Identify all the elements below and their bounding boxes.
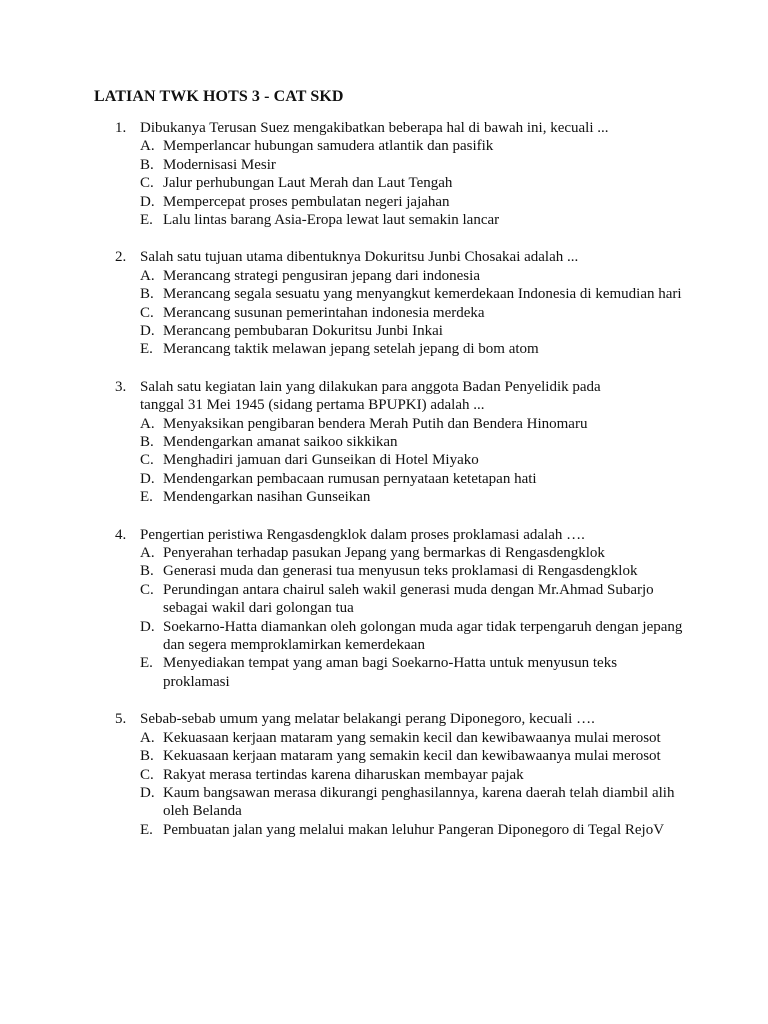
option-letter: E.	[140, 341, 153, 358]
answer-option-b	[0, 156, 768, 174]
answer-option-b	[0, 433, 768, 451]
option-text: Kaum bangsawan merasa dikurangi penghasilannya, karena daerah telah diambil alih oleh Belanda	[163, 784, 675, 820]
option-letter: C.	[140, 304, 154, 321]
answer-option-d	[0, 784, 768, 821]
option-text: Mempercepat proses pembulatan negeri jajahan	[163, 193, 450, 210]
question-line	[0, 396, 768, 414]
question-text: tanggal 31 Mei 1945 (sidang pertama BPUPKI) adalah ...	[140, 397, 485, 414]
answer-option-d	[0, 618, 768, 655]
option-text: Pembuatan jalan yang melalui makan leluhur Pangeran Diponegoro di Tegal RejoV	[163, 821, 665, 838]
option-text: Mendengarkan pembacaan rumusan pernyataan ketetapan hati	[163, 470, 537, 487]
question-line	[0, 248, 768, 266]
question-5	[0, 710, 768, 839]
answer-option-d	[0, 193, 768, 211]
answer-option-a	[0, 137, 768, 155]
option-letter: E.	[140, 655, 153, 672]
option-letter: B.	[140, 563, 154, 580]
option-letter: A.	[140, 415, 155, 432]
option-text: Modernisasi Mesir	[163, 156, 276, 173]
option-letter: D.	[140, 193, 155, 210]
answer-option-a	[0, 267, 768, 285]
option-text: Kekuasaan kerjaan mataram yang semakin kecil dan kewibawaanya mulai merosot	[163, 729, 661, 746]
answer-option-c	[0, 304, 768, 322]
option-text: Lalu lintas barang Asia-Eropa lewat laut semakin lancar	[163, 212, 500, 229]
answer-option-e	[0, 654, 768, 691]
option-text: Menyediakan tempat yang aman bagi Soekarno-Hatta untuk menyusun teks proklamasi	[163, 655, 618, 690]
option-text: Merancang segala sesuatu yang menyangkut kemerdekaan Indonesia di kemudian hari	[163, 286, 682, 303]
question-number: 1.	[115, 120, 127, 136]
option-letter: E.	[140, 821, 153, 838]
answer-option-a	[0, 415, 768, 433]
question-2	[0, 248, 768, 358]
answer-option-e	[0, 821, 768, 839]
question-line	[0, 119, 768, 137]
option-text: Mendengarkan amanat saikoo sikkikan	[163, 434, 398, 451]
option-letter: A.	[140, 267, 155, 284]
question-3	[0, 378, 768, 507]
option-text: Soekarno-Hatta diamankan oleh golongan muda agar tidak terpengaruh dengan jepang dan segera memproklamirkan kemerdekaan	[163, 618, 683, 654]
answer-option-e	[0, 211, 768, 229]
question-text: Pengertian peristiwa Rengasdengklok dalam proses proklamasi adalah ….	[140, 526, 585, 543]
question-line	[0, 378, 768, 396]
question-number: 4.	[115, 526, 127, 543]
option-letter: B.	[140, 286, 154, 303]
option-letter: C.	[140, 581, 154, 598]
question-text: Sebab-sebab umum yang melatar belakangi perang Diponegoro, kecuali ….	[140, 711, 595, 728]
question-4	[0, 526, 768, 692]
option-letter: D.	[140, 784, 155, 801]
answer-option-c	[0, 174, 768, 192]
option-text: Jalur perhubungan Laut Merah dan Laut Tengah	[163, 175, 453, 192]
option-letter: A.	[140, 545, 155, 562]
option-text: Menghadiri jamuan dari Gunseikan di Hotel Miyako	[163, 452, 479, 469]
document-title: LATIAN TWK HOTS 3 - CAT SKD	[94, 88, 344, 105]
option-text: Rakyat merasa tertindas karena diharuskan membayar pajak	[163, 766, 524, 783]
answer-option-b	[0, 747, 768, 765]
option-text: Generasi muda dan generasi tua menyusun teks proklamasi di Rengasdengklok	[163, 563, 638, 580]
question-list	[0, 119, 768, 858]
answer-option-d	[0, 470, 768, 488]
option-letter: B.	[140, 748, 154, 765]
option-text: Memperlancar hubungan samudera atlantik dan pasifik	[163, 138, 494, 155]
answer-option-c	[0, 766, 768, 784]
question-number: 3.	[115, 378, 127, 395]
option-letter: C.	[140, 766, 154, 783]
option-text: Kekuasaan kerjaan mataram yang semakin kecil dan kewibawaanya mulai merosot	[163, 748, 661, 765]
option-letter: D.	[140, 323, 155, 340]
question-number: 2.	[115, 249, 127, 266]
answer-option-e	[0, 340, 768, 358]
answer-option-a	[0, 729, 768, 747]
question-text: Dibukanya Terusan Suez mengakibatkan beberapa hal di bawah ini, kecuali ...	[140, 120, 609, 136]
answer-option-c	[0, 581, 768, 618]
option-letter: C.	[140, 175, 154, 192]
answer-option-b	[0, 562, 768, 580]
option-text: Merancang taktik melawan jepang setelah jepang di bom atom	[163, 341, 539, 358]
option-letter: B.	[140, 156, 154, 173]
question-text: Salah satu tujuan utama dibentuknya Dokuritsu Junbi Chosakai adalah ...	[140, 249, 579, 266]
question-1	[0, 119, 768, 229]
option-letter: D.	[140, 618, 155, 635]
question-line	[0, 526, 768, 544]
option-letter: C.	[140, 452, 154, 469]
answer-option-b	[0, 285, 768, 303]
option-letter: E.	[140, 489, 153, 506]
option-letter: A.	[140, 729, 155, 746]
answer-option-d	[0, 322, 768, 340]
option-text: Merancang strategi pengusiran jepang dari indonesia	[163, 267, 480, 284]
option-text: Menyaksikan pengibaran bendera Merah Putih dan Bendera Hinomaru	[163, 415, 588, 432]
option-text: Merancang susunan pemerintahan indonesia merdeka	[163, 304, 485, 321]
question-number: 5.	[115, 711, 127, 728]
option-letter: E.	[140, 212, 153, 229]
option-text: Perundingan antara chairul saleh wakil generasi muda dengan Mr.Ahmad Subarjo sebagai wakil dari golongan tua	[163, 581, 654, 617]
option-letter: D.	[140, 470, 155, 487]
answer-option-a	[0, 544, 768, 562]
question-line	[0, 710, 768, 728]
option-letter: B.	[140, 434, 154, 451]
option-text: Penyerahan terhadap pasukan Jepang yang bermarkas di Rengasdengklok	[163, 545, 605, 562]
answer-option-c	[0, 451, 768, 469]
option-text: Merancang pembubaran Dokuritsu Junbi Inkai	[163, 323, 443, 340]
option-text: Mendengarkan nasihan Gunseikan	[163, 489, 371, 506]
question-text: Salah satu kegiatan lain yang dilakukan para anggota Badan Penyelidik pada	[140, 378, 601, 395]
option-letter: A.	[140, 138, 155, 155]
answer-option-e	[0, 488, 768, 506]
